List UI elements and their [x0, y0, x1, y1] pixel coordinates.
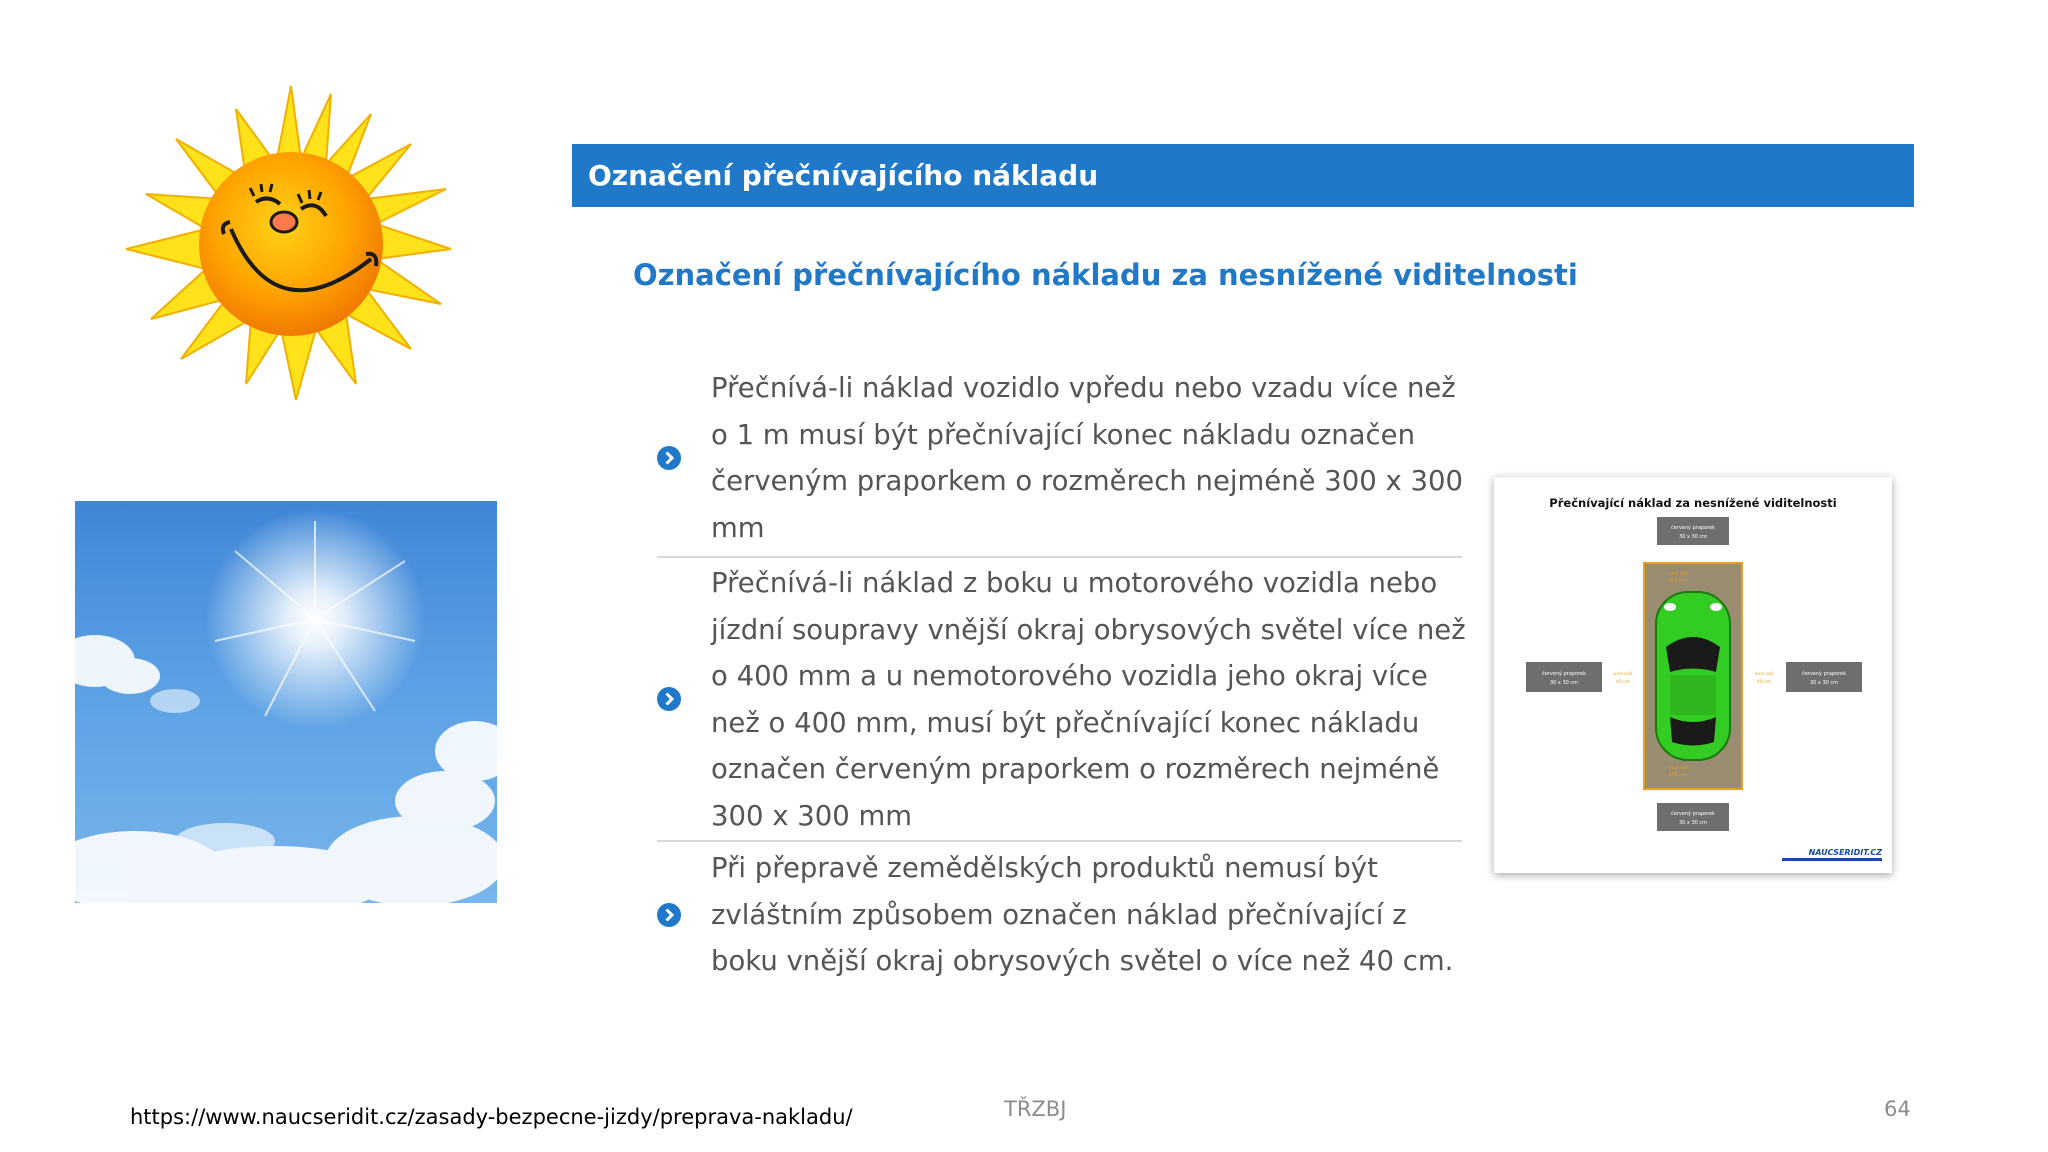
- page-number: 64: [1884, 1097, 1911, 1121]
- flag-top: [1657, 517, 1729, 545]
- bullet-text: Přečnívá-li náklad z boku u motorového vozidla nebo jízdní soupravy vnější okraj obrysových světel více než o 400 mm a u nemotorového vozidla jeho okraj více než o 400 mm, musí být přečnívající konec nákladu označen červeným praporkem o rozměrech nejméně 300 x 300 mm: [711, 567, 1466, 832]
- overhanging-load-diagram: [1494, 477, 1892, 873]
- flag-bottom: [1657, 803, 1729, 831]
- sun-cartoon-illustration: [126, 84, 456, 402]
- diagram-title: Přečnívající náklad za nesnížené viditelnosti: [1549, 496, 1837, 510]
- chevron-circle-right-icon: [657, 903, 681, 927]
- flag-left-label-2: 30 x 30 cm: [1549, 680, 1579, 686]
- divider: [657, 556, 1462, 558]
- divider: [657, 840, 1462, 842]
- flag-left: [1526, 662, 1602, 692]
- flag-bottom-label-2: 30 x 30 cm: [1678, 820, 1708, 826]
- source-url[interactable]: https://www.naucseridit.cz/zasady-bezpecne-jizdy/preprava-nakladu/: [130, 1105, 853, 1129]
- flag-right-label-2: 30 x 30 cm: [1809, 680, 1839, 686]
- car-top-view: [1656, 592, 1730, 760]
- side-label-left-2: 40 cm: [1615, 680, 1631, 685]
- chevron-circle-right-icon: [657, 446, 681, 470]
- flag-top-label-1: červený praporek: [1670, 525, 1716, 531]
- sky-sun-photo: [75, 501, 497, 903]
- diagram-logo: NAUCSERIDIT.CZ: [1808, 848, 1882, 857]
- section-title: Označení přečnívajícího nákladu: [588, 159, 1099, 192]
- side-label-right-1: více než: [1754, 672, 1774, 677]
- end-label-top-1: více než: [1669, 572, 1688, 577]
- list-item: [657, 845, 1463, 985]
- footer-label: TŘZBJ: [1004, 1097, 1067, 1121]
- flag-right-label-1: červený praporek: [1801, 671, 1847, 677]
- side-label-left-1: více než: [1613, 672, 1633, 677]
- chevron-circle-right-icon: [657, 687, 681, 711]
- bullet-text: Přečnívá-li náklad vozidlo vpředu nebo vzadu více než o 1 m musí být přečnívající konec nákladu označen červeným praporkem o rozměrech nejméně 300 x 300 mm: [711, 372, 1464, 544]
- end-label-top-2: 100 cm: [1669, 579, 1686, 584]
- flag-left-label-1: červený praporek: [1541, 671, 1587, 677]
- subtitle: Označení přečnívajícího nákladu za nesnížené viditelnosti: [633, 258, 1578, 292]
- flag-top-label-2: 30 x 30 cm: [1678, 534, 1708, 540]
- list-item: [657, 560, 1466, 840]
- side-label-right-2: 40 cm: [1756, 680, 1772, 685]
- list-item: [657, 365, 1463, 551]
- bullet-text: Při přepravě zemědělských produktů nemusí být zvláštním způsobem označen náklad přečnívající z boku vnější okraj obrysových světel o více než 40 cm.: [711, 852, 1454, 977]
- end-label-bottom-1: více než: [1669, 766, 1688, 771]
- logo-underline: [1782, 858, 1882, 861]
- flag-right: [1786, 662, 1862, 692]
- section-header-bar: [572, 144, 1914, 207]
- end-label-bottom-2: 100 cm: [1669, 773, 1686, 778]
- flag-bottom-label-1: červený praporek: [1670, 811, 1716, 817]
